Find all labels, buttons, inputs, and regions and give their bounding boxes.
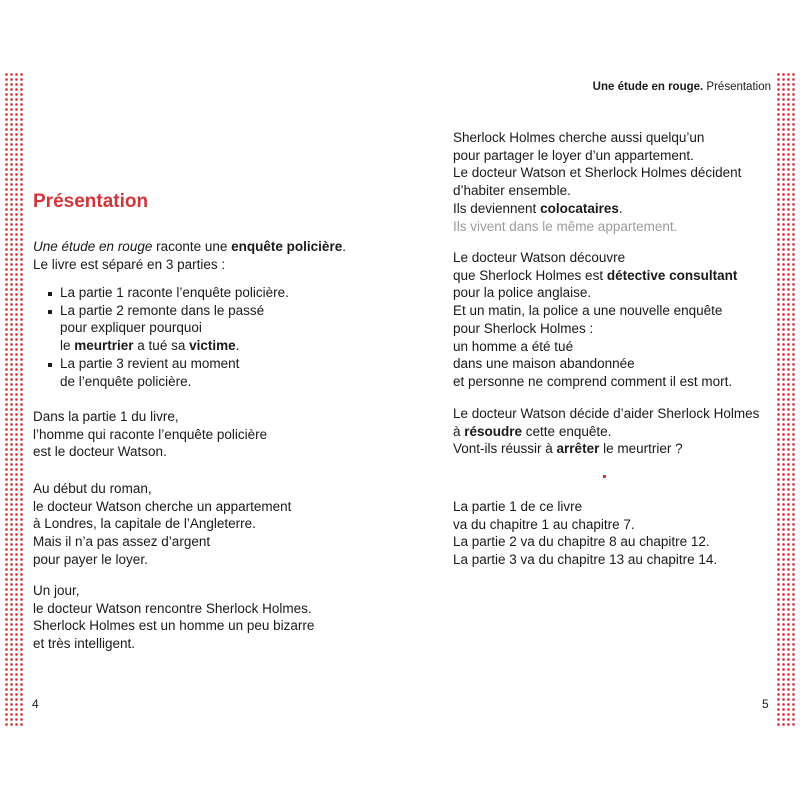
parts-list: [33, 284, 289, 390]
page-number-left: 4: [32, 697, 39, 711]
keyword-resoudre: résoudre: [464, 423, 523, 439]
narrator-paragraph: Dans la partie 1 du livre, l’homme qui raconte l’enquête policière est le docteur Watson.: [33, 409, 268, 460]
page-number-right: 5: [762, 697, 769, 711]
keyword-arreter: arrêter: [556, 441, 600, 457]
running-head-section: Présentation: [706, 81, 771, 93]
chapters-paragraph: La partie 1 de ce livre va du chapitre 1 au chapitre 7. La partie 2 va du chapitre 8 au chapitre 12. La partie 3 va du chapitre 13 au chapitre 14.: [453, 499, 718, 568]
help-paragraph: Le docteur Watson décide d’aider Sherlock Holmes à résoudre cette enquête. Vont-ils réussir à arrêter le meurtrier ?: [453, 406, 760, 457]
list-item: La partie 3 revient au moment de l’enquête policière.: [33, 355, 289, 390]
keyword-colocataires: colocataires: [540, 200, 619, 216]
meeting-paragraph: Un jour, le docteur Watson rencontre Sherlock Holmes. Sherlock Holmes est un homme un peu bizarre et très intelligent.: [33, 583, 315, 652]
flatmate-paragraph: Sherlock Holmes cherche aussi quelqu’un pour partager le loyer d’un appartement. Le docteur Watson et Sherlock Holmes décident d’habiter ensemble. Ils deviennent colocataires. Ils vivent dans le même appartement.: [453, 130, 742, 234]
section-title: Présentation: [33, 191, 149, 212]
keyword-meurtrier: meurtrier: [74, 338, 134, 354]
list-item: La partie 1 raconte l’enquête policière.: [33, 284, 289, 302]
gloss-definition: Ils vivent dans le même appartement.: [453, 218, 678, 234]
london-paragraph: Au début du roman, le docteur Watson cherche un appartement à Londres, la capitale de l’Angleterre. Mais il n’a pas assez d’argent pour payer le loyer.: [33, 481, 292, 567]
intro-paragraph: [33, 238, 346, 273]
separator-dot: [603, 475, 606, 478]
dotted-margin-right: [776, 72, 796, 727]
dotted-margin-left: [4, 72, 24, 727]
keyword-enquete: enquête policière: [231, 239, 343, 254]
keyword-victime: victime: [189, 338, 236, 354]
intro-line-1: Une étude en rouge raconte une enquête policière.: [33, 239, 346, 254]
running-head-title: Une étude en rouge.: [592, 81, 704, 93]
book-title: Une étude en rouge: [33, 239, 153, 254]
intro-line-2: Le livre est séparé en 3 parties :: [33, 256, 226, 272]
detective-paragraph: Le docteur Watson découvre que Sherlock Holmes est détective consultant pour la police anglaise. Et un matin, la police a une nouvelle enquête pour Sherlock Holmes : un homme a été tué dans une maison abandonnée et personne ne comprend comment il est mort.: [453, 250, 738, 389]
keyword-detective: détective consultant: [606, 267, 738, 283]
left-page: [33, 0, 413, 800]
list-item: La partie 2 remonte dans le passé pour expliquer pourquoi le meurtrier a tué sa victime.: [33, 302, 289, 355]
right-page: [453, 0, 771, 800]
